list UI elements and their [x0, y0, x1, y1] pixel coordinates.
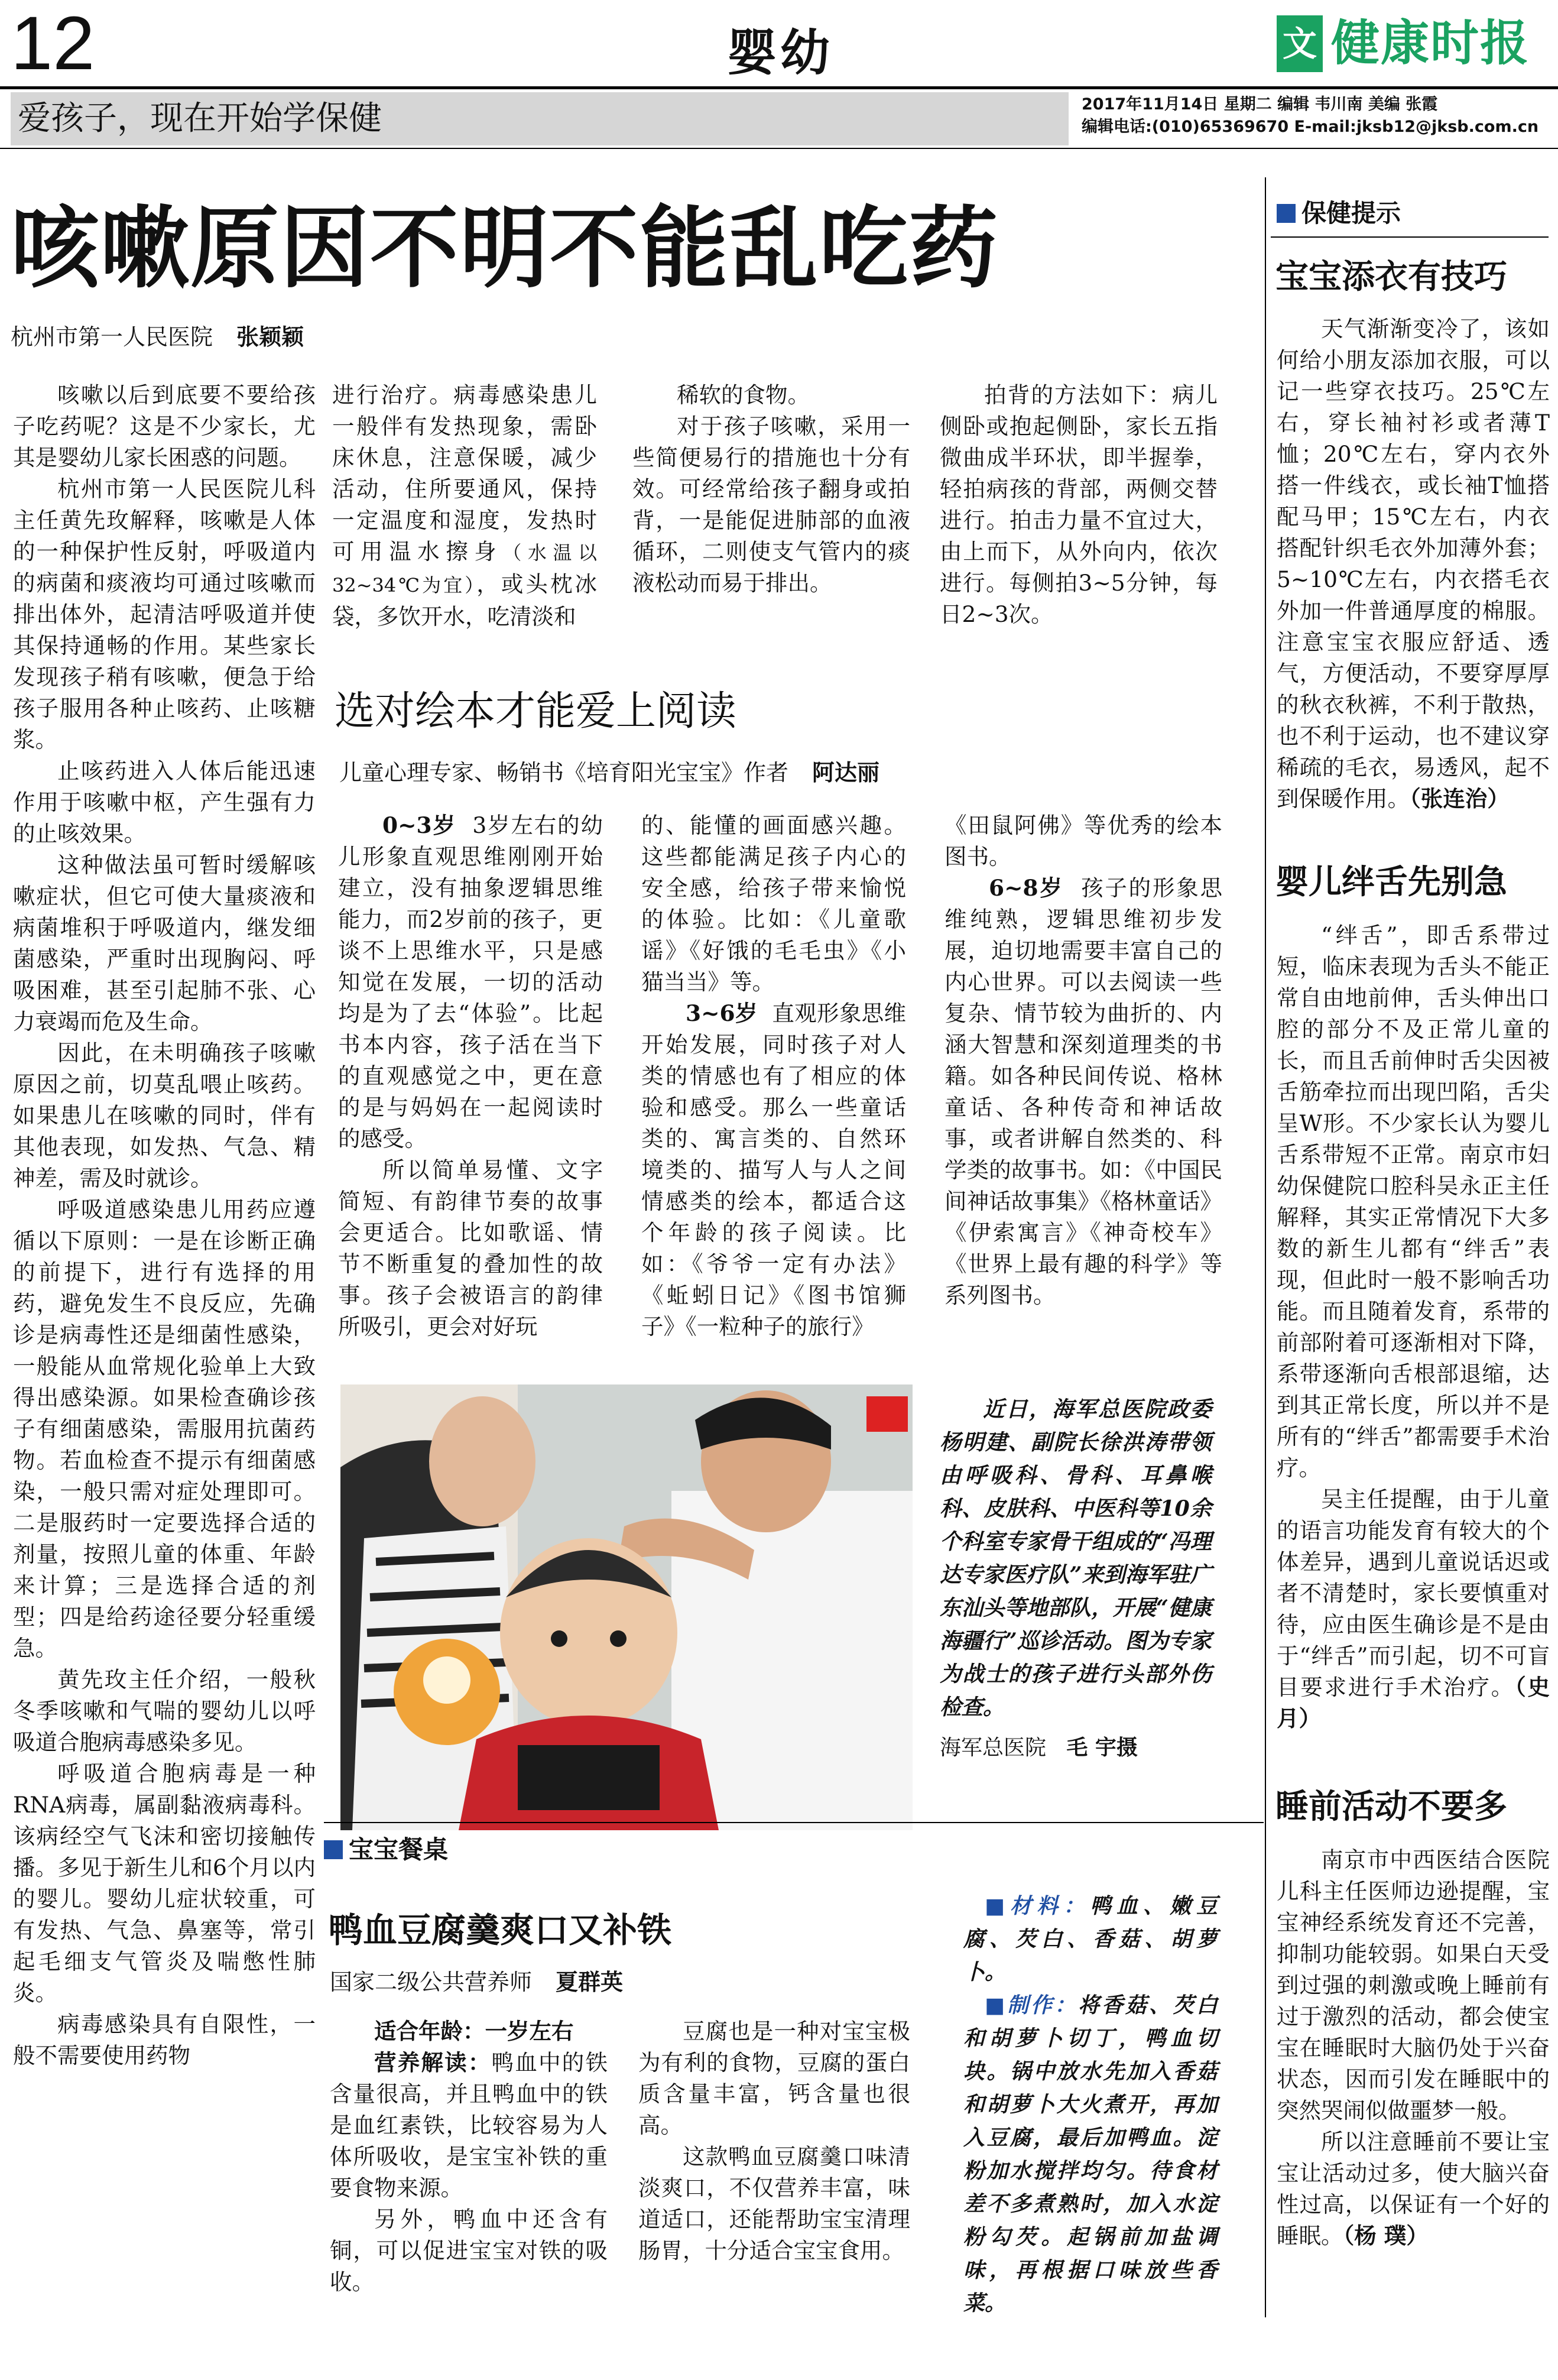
byline-author: 夏群英 [556, 1969, 624, 1995]
page-number: 12 [11, 1, 95, 86]
method-label: ■制作： [985, 1993, 1078, 2018]
age-lead: 0~3岁 [382, 812, 456, 838]
paragraph: 咳嗽以后到底要不要给孩子吃药呢？这是不少家长，尤其是婴幼儿家长困惑的问题。 [13, 382, 316, 471]
sidebar-article-2 [1277, 920, 1550, 1734]
paragraph [330, 2016, 608, 2047]
sidebar-article-3 [1277, 1844, 1550, 2252]
slogan: 爱孩子，现在开始学保健 [18, 99, 382, 138]
paragraph-text: 所以注意睡前不要让宝宝让活动过多，使大脑兴奋性过高，以保证有一个好的睡眠。 [1277, 2129, 1550, 2249]
paragraph: 病毒感染具有自限性，一般不需要使用药物 [13, 2011, 316, 2068]
cough-col-3 [632, 380, 910, 599]
age-lead: 6~8岁 [989, 875, 1064, 901]
paragraph-text: 直观形象思维开始发展，同时孩子对人类的情感也有了相应的体验和感受。那么一些童话类的、寓言类的、自然环境类的、描写人与人之间情感类的绘本，都适合这个年龄的孩子阅读。比如：《爷爷一定有办法》《蚯蚓日记》《图书馆狮子》《一粒种子的旅行》 [641, 1000, 907, 1340]
section-title: 婴幼 [727, 24, 834, 82]
sidebar-divider [1265, 177, 1266, 2317]
credit-org: 海军总医院 [940, 1736, 1047, 1760]
paragraph: 稀软的食物。 [677, 382, 810, 408]
paragraph [944, 873, 1222, 1311]
dateline [1082, 93, 1549, 138]
age-lead: 3~6岁 [686, 1000, 758, 1026]
paragraph [332, 380, 597, 633]
author: （张连治） [1410, 786, 1510, 812]
paragraph: 呼吸道合胞病毒是一种RNA病毒，属副黏液病毒科。该病经空气飞沫和密切接触传播。多见于新生儿和6个月以内的婴儿。婴幼儿症状较重，可有发热、气急、鼻塞等，常引起毛细支气管炎及喘憋性肺炎。 [13, 1760, 316, 2006]
paragraph: 《田鼠阿佛》等优秀的绘本图书。 [944, 812, 1222, 870]
byline-org: 杭州市第一人民医院 [11, 324, 213, 350]
byline-author: 张颖颖 [236, 324, 304, 350]
cough-col-4 [940, 380, 1218, 630]
books-col-2 [641, 810, 906, 1343]
paragraph: 另外，鸭血中还含有铜，可以促进宝宝对铁的吸收。 [330, 2206, 608, 2295]
author: （史 月） [1277, 1674, 1550, 1732]
paragraph-text: 鸭血中的铁含量很高，并且鸭血中的铁是血红素铁，比较容易为人体所吸收，是宝宝补铁的重要食物来源。 [330, 2050, 608, 2201]
books-col-3 [944, 810, 1222, 1311]
sidebar-tag-label: 保健提示 [1301, 199, 1401, 228]
logo-mark-icon: 文 [1277, 15, 1323, 72]
recipe-col-2 [638, 2016, 910, 2266]
news-photo [340, 1384, 913, 1830]
credit-author: 毛 宇摄 [1066, 1736, 1138, 1760]
paragraph-text: 天气渐渐变冷了，该如何给小朋友添加衣服，可以记一些穿衣技巧。25℃左右，穿长袖衬衫或者薄T恤；20℃左右，穿内衣外搭一件线衣，或长袖T恤搭配马甲；15℃左右，内衣搭配针织毛衣外加薄外套；5~10℃左右，内衣搭毛衣外加一件普通厚度的棉服。注意宝宝衣服应舒适、透气，方便活动，不要穿厚厚的秋衣秋裤，不利于散热，也不利于运动，也不建议穿稀疏的毛衣，易透风，起不到保暖作用。 [1277, 316, 1550, 812]
recipe-age-value: 一岁左右 [485, 2018, 574, 2044]
tag-square-icon [1277, 204, 1296, 223]
recipe-tag [324, 1834, 448, 1866]
sidebar-tag [1277, 197, 1401, 229]
paragraph: 止咳药进入人体后能迅速作用于咳嗽中枢，产生强有力的止咳效果。 [13, 758, 316, 847]
paragraph-note: （水温以32~34℃为宜） [332, 542, 597, 596]
paragraph: 拍背的方法如下：病儿侧卧或抱起侧卧，家长五指微曲成半环状，即半握拳，轻拍病孩的背部，两侧交替进行。拍击力量不宜过大，由上而下，从外向内，依次进行。每侧拍3~5分钟，每日2~3次。 [940, 382, 1218, 627]
paragraph: 所以简单易懂、文字简短、有韵律节奏的故事会更适合。比如歌谣、情节不断重复的叠加性的故事。孩子会被语言的韵律所吸引，更会对好玩 [338, 1157, 603, 1340]
paragraph: 这种做法虽可暂时缓解咳嗽症状，但它可使大量痰液和病菌堆积于呼吸道内，继发细菌感染，严重时出现胸闷、呼吸困难，甚至引起肺不张、心力衰竭而危及生命。 [13, 852, 316, 1035]
paragraph [1277, 313, 1550, 815]
paragraph [338, 810, 603, 1155]
byline-books [339, 758, 879, 787]
sidebar-rule [1271, 236, 1549, 238]
recipe-col-1 [330, 2016, 608, 2298]
byline-recipe [330, 1967, 623, 1997]
paragraph-text: 3岁左右的幼儿形象直观思维刚刚开始建立，没有抽象逻辑思维能力，而2岁前的孩子，更谈不上思维水平，只是感知觉在发展，一切的活动均是为了去“体验”。比起书本内容，孩子活在当下的直观感觉之中，更在意的是与妈妈在一起阅读时的感受。 [338, 812, 603, 1152]
paragraph [1277, 2126, 1550, 2252]
paragraph: 豆腐也是一种对宝宝极为有利的食物，豆腐的蛋白质含量丰富，钙含量也很高。 [638, 2018, 910, 2138]
newspaper-logo [1277, 12, 1549, 77]
author: （杨 璞） [1343, 2223, 1429, 2249]
recipe-nutrition-label: 营养解读： [374, 2050, 492, 2076]
photo-caption: 近日，海军总医院政委杨明建、副院长徐洪涛带领由呼吸科、骨科、耳鼻喉科、皮肤科、中医科等10余个科室专家骨干组成的“冯理达专家医疗队”来到海军驻广东汕头等地部队，开展“健康海疆行”巡诊活动。图为专家为战士的孩子进行头部外伤检查。 [940, 1396, 1212, 1720]
byline-org: 儿童心理专家、畅销书《培育阳光宝宝》作者 [339, 760, 789, 786]
paragraph [330, 2047, 608, 2204]
paragraph-text: 进行治疗。病毒感染患儿一般伴有发热现象，需卧床休息，注意保暖，减少活动，住所要通风，保持一定温度和湿度，发热时可用温水擦身 [332, 382, 597, 565]
recipe-materials [963, 1889, 1218, 1989]
byline-cough [11, 322, 304, 352]
headline-recipe: 鸭血豆腐羹爽口又补铁 [329, 1910, 672, 1950]
sidebar-article-1 [1277, 313, 1550, 815]
paragraph [1277, 1484, 1550, 1734]
recipe-col-3 [963, 1889, 1218, 2320]
paragraph [641, 998, 906, 1343]
recipe-tag-label: 宝宝餐桌 [349, 1835, 449, 1864]
sidebar-title-2: 婴儿绊舌先别急 [1275, 863, 1507, 902]
paragraph-text: 吴主任提醒，由于儿童的语言功能发育有较大的个体差异，遇到儿童说话迟或者不清楚时，家长要慎重对待，应由医生确诊是不是由于“绊舌”而引起，切不可盲目要求进行手术治疗。 [1277, 1486, 1550, 1700]
sidebar-title-3: 睡前活动不要多 [1275, 1788, 1507, 1826]
cough-col-1 [13, 380, 316, 2071]
paragraph: 杭州市第一人民医院儿科主任黄先玫解释，咳嗽是人体的一种保护性反射，呼吸道内的病菌和痰液均可通过咳嗽而排出体外，起清洁呼吸道并使其保持通畅的作用。某些家长发现孩子稍有咳嗽，便急于给孩子服用各种止咳药、止咳糖浆。 [13, 476, 316, 753]
photo-credit [940, 1733, 1138, 1763]
paragraph: “绊舌”，即舌系带过短，临床表现为舌头不能正常自由地前伸，舌头伸出口腔的部分不及正常儿童的长，而且舌前伸时舌尖因被舌筋牵拉而出现凹陷，舌尖呈W形。不少家长认为婴儿舌系带短不正常。南京市妇幼保健院口腔科吴永正主任解释，其实正常情况下大多数的新生儿都有“绊舌”表现，但此时一般不影响舌功能。而且随着发育，系带的前部附着可逐渐相对下降，系带逐渐向舌根部退缩，达到其正常长度，所以并不是所有的“绊舌”都需要手术治疗。 [1277, 922, 1550, 1481]
byline-org: 国家二级公共营养师 [330, 1969, 533, 1995]
paragraph-text: 孩子的形象思维纯熟，逻辑思维初步发展，迫切地需要丰富自己的内心世界。可以去阅读一些复杂、情节较为曲折的、内涵大智慧和深刻道理类的书籍。如各种民间传说、格林童话、各种传奇和神话故事，或者讲解自然类的、科学类的故事书。如：《中国民间神话故事集》《格林童话》《伊索寓言》《神奇校车》《世界上最有趣的科学》等系列图书。 [944, 875, 1223, 1308]
recipe-age-label: 适合年龄： [374, 2018, 485, 2044]
recipe-rule [324, 1822, 1264, 1823]
header-rule-thin [0, 148, 1558, 149]
headline-books: 选对绘本才能爱上阅读 [335, 688, 737, 735]
paragraph: 因此，在未明确孩子咳嗽原因之前，切莫乱喂止咳药。如果患儿在咳嗽的同时，伴有其他表现，如发热、气急、精神差，需及时就诊。 [13, 1040, 316, 1191]
books-col-1 [338, 810, 603, 1343]
photo-illustration [340, 1384, 913, 1830]
sidebar-title-1: 宝宝添衣有技巧 [1275, 258, 1507, 296]
byline-author: 阿达丽 [812, 760, 880, 786]
paragraph: 呼吸道感染患儿用药应遵循以下原则：一是在诊断正确的前提下，进行有选择的用药，避免发生不良反应，先确诊是病毒性还是细菌性感染，一般能从血常规化验单上大致得出感染源。如果检查确诊孩子有细菌感染，需服用抗菌药物。若血检查不提示有细菌感染，一般只需对症处理即可。二是服药时一定要选择合适的剂量，按照儿童的体重、年龄来计算；三是选择合适的剂型；四是给药途径要分轻重缓急。 [13, 1197, 316, 1661]
headline-cough: 咳嗽原因不明不能乱吃药 [11, 196, 999, 300]
cough-col-2 [332, 380, 597, 633]
paragraph: 对于孩子咳嗽，采用一些简便易行的措施也十分有效。可经常给孩子翻身或拍背，一是能促进肺部的血液循环，二则使支气管内的痰液松动而易于排出。 [632, 413, 910, 596]
logo-text: 健康时报 [1331, 15, 1530, 72]
dateline-contact: 编辑电话:(010)65369670 E-mail:jksb12@jksb.com.cn [1082, 118, 1539, 136]
dateline-editors: 2017年11月14日 星期二 编辑 韦川南 美编 张霞 [1082, 95, 1438, 114]
method-text: 将香菇、芡白和胡萝卜切丁，鸭血切块。锅中放水先加入香菇和胡萝卜大火煮开，再加入豆腐，最后加鸭血。淀粉加水搅拌均匀。待食材差不多煮熟时，加入水淀粉勾芡。起锅前加盐调味，再根据口味放些香菜。 [963, 1993, 1218, 2316]
paragraph: 的、能懂的画面感兴趣。这些都能满足孩子内心的安全感，给孩子带来愉悦的体验。比如：《儿童歌谣》《好饿的毛毛虫》《小猫当当》等。 [641, 812, 906, 995]
header-rule [0, 86, 1558, 89]
paragraph: 南京市中西医结合医院儿科主任医师边逊提醒，宝宝神经系统发育还不完善，抑制功能较弱。如果白天受到过强的刺激或晚上睡前有过于激烈的活动，都会使宝宝在睡眠时大脑仍处于兴奋状态，因而引发在睡眠中的突然哭闹似做噩梦一般。 [1277, 1847, 1550, 2123]
paragraph: 黄先玫主任介绍，一般秋冬季咳嗽和气喘的婴幼儿以呼吸道合胞病毒感染多见。 [13, 1666, 316, 1755]
paragraph-text: ，或头枕冰袋，多饮开水，吃清淡和 [332, 571, 597, 630]
tag-square-icon [324, 1840, 343, 1859]
materials-label: ■材料： [985, 1893, 1090, 1918]
recipe-method [963, 1989, 1218, 2320]
paragraph: 这款鸭血豆腐羹口味清淡爽口，不仅营养丰富，味道适口，还能帮助宝宝清理肠胃，十分适合宝宝食用。 [638, 2144, 910, 2264]
materials-text: 鸭血、嫩豆腐、芡白、香菇、胡萝卜。 [963, 1893, 1218, 1985]
